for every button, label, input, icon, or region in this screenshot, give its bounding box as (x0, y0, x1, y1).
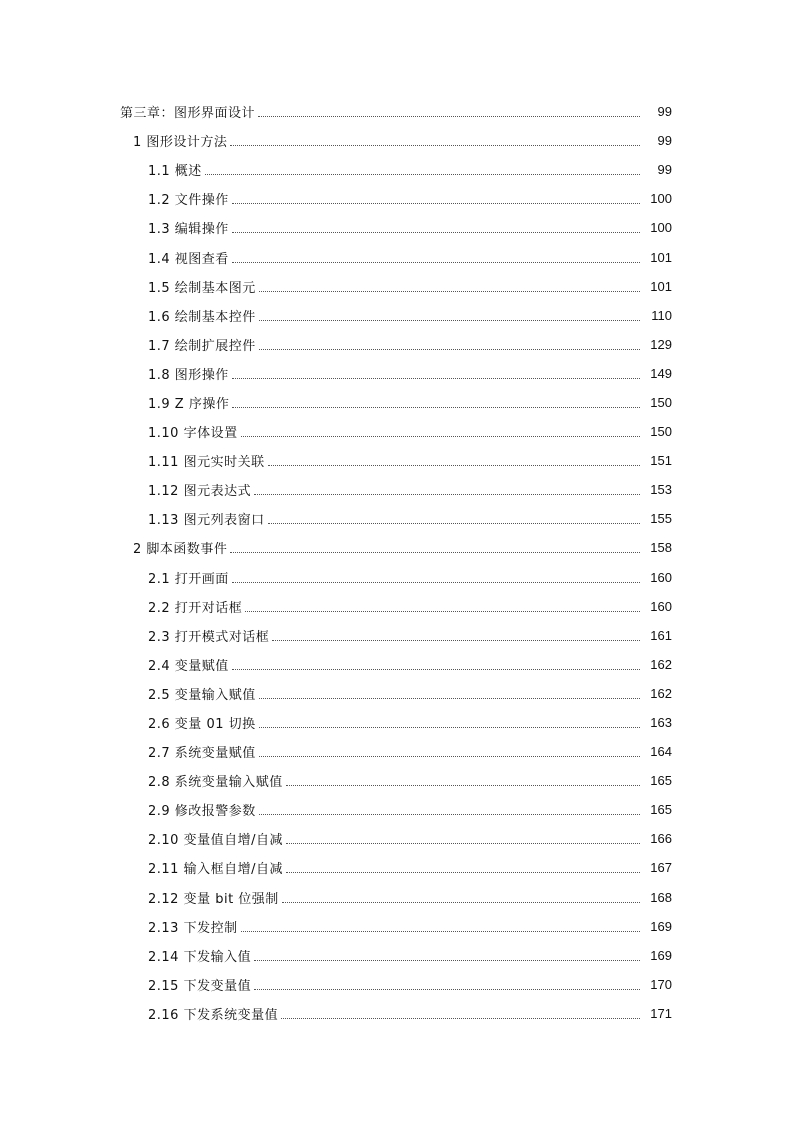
toc-entry-page-number: 165 (650, 802, 672, 818)
toc-entry-page-number: 162 (650, 656, 672, 672)
toc-entry[interactable] (0, 853, 793, 882)
dot-leader (268, 523, 640, 524)
toc-entry-title: 1.12 图元表达式 (148, 484, 252, 500)
toc-entry[interactable] (0, 650, 793, 679)
toc-entry-title: 1 图形设计方法 (133, 135, 228, 151)
toc-entry-page-number: 155 (650, 511, 672, 527)
toc-entry[interactable] (0, 504, 793, 533)
toc-entry-title: 2.12 变量 bit 位强制 (148, 891, 279, 907)
toc-entry-page-number: 101 (650, 249, 672, 265)
toc-entry-title: 2.8 系统变量输入赋值 (148, 775, 283, 791)
toc-entry-page-number: 150 (650, 424, 672, 440)
toc-entry-page-number: 149 (650, 365, 672, 381)
toc-entry-title: 1.11 图元实时关联 (148, 455, 265, 471)
toc-entry[interactable] (0, 912, 793, 941)
dot-leader (259, 320, 640, 321)
dot-leader (282, 902, 640, 903)
toc-entry-page-number: 165 (650, 773, 672, 789)
toc-entry[interactable] (0, 359, 793, 388)
toc-entry-title: 2.6 变量 01 切换 (148, 717, 256, 733)
toc-entry-page-number: 161 (650, 627, 672, 643)
toc-entry[interactable] (0, 533, 793, 562)
toc-entry-title: 1.2 文件操作 (148, 193, 229, 209)
toc-entry-page-number: 99 (657, 133, 672, 149)
toc-entry-title: 1.10 字体设置 (148, 426, 238, 442)
toc-entry[interactable] (0, 97, 793, 126)
toc-entry-title: 1.4 视图查看 (148, 251, 229, 267)
toc-entry-title: 2.16 下发系统变量值 (148, 1007, 279, 1023)
toc-entry[interactable] (0, 446, 793, 475)
toc-entry[interactable] (0, 301, 793, 330)
dot-leader (241, 436, 640, 437)
toc-entry-page-number: 168 (650, 889, 672, 905)
toc-entry-title: 2 脚本函数事件 (133, 542, 228, 558)
dot-leader (272, 640, 640, 641)
toc-entry[interactable] (0, 795, 793, 824)
toc-entry[interactable] (0, 766, 793, 795)
toc-entry[interactable] (0, 184, 793, 213)
dot-leader (258, 116, 640, 117)
dot-leader (286, 843, 640, 844)
toc-entry[interactable] (0, 272, 793, 301)
toc-entry-page-number: 163 (650, 715, 672, 731)
toc-entry-title: 2.2 打开对话框 (148, 600, 243, 616)
toc-entry[interactable] (0, 883, 793, 912)
toc-entry-page-number: 150 (650, 394, 672, 410)
dot-leader (245, 611, 640, 612)
toc-entry-title: 2.1 打开画面 (148, 571, 229, 587)
toc-entry-title: 2.3 打开模式对话框 (148, 629, 270, 645)
toc-entry[interactable] (0, 941, 793, 970)
dot-leader (286, 872, 640, 873)
dot-leader (230, 552, 640, 553)
dot-leader (259, 291, 640, 292)
toc-entry-page-number: 160 (650, 569, 672, 585)
toc-entry-page-number: 100 (650, 220, 672, 236)
dot-leader (268, 465, 640, 466)
toc-entry-page-number: 160 (650, 598, 672, 614)
toc-entry[interactable] (0, 970, 793, 999)
toc-entry-page-number: 169 (650, 947, 672, 963)
toc-entry-title: 2.10 变量值自增/自减 (148, 833, 283, 849)
dot-leader (232, 582, 640, 583)
dot-leader (230, 145, 640, 146)
toc-entry[interactable] (0, 592, 793, 621)
dot-leader (232, 232, 640, 233)
toc-entry-title: 2.5 变量输入赋值 (148, 687, 256, 703)
toc-entry-title: 1.13 图元列表窗口 (148, 513, 265, 529)
dot-leader (259, 349, 640, 350)
dot-leader (254, 989, 640, 990)
toc-entry-title: 2.7 系统变量赋值 (148, 746, 256, 762)
toc-entry-title: 1.8 图形操作 (148, 367, 229, 383)
dot-leader (259, 756, 640, 757)
toc-entry-page-number: 164 (650, 744, 672, 760)
toc-entry-title: 2.14 下发输入值 (148, 949, 252, 965)
table-of-contents (0, 97, 793, 1028)
toc-entry[interactable] (0, 708, 793, 737)
toc-entry-page-number: 158 (650, 540, 672, 556)
toc-entry-page-number: 101 (650, 278, 672, 294)
toc-entry[interactable] (0, 330, 793, 359)
dot-leader (232, 669, 640, 670)
toc-entry-title: 2.4 变量赋值 (148, 658, 229, 674)
dot-leader (254, 494, 640, 495)
dot-leader (286, 785, 640, 786)
dot-leader (232, 262, 640, 263)
toc-entry[interactable] (0, 621, 793, 650)
toc-entry-title: 1.9 Z 序操作 (148, 396, 230, 412)
dot-leader (281, 1018, 640, 1019)
toc-entry-title: 1.5 绘制基本图元 (148, 280, 256, 296)
toc-entry[interactable] (0, 824, 793, 853)
dot-leader (259, 814, 640, 815)
toc-entry-page-number: 167 (650, 860, 672, 876)
toc-entry-page-number: 171 (650, 1005, 672, 1021)
dot-leader (254, 960, 640, 961)
toc-entry-page-number: 129 (650, 336, 672, 352)
toc-entry[interactable] (0, 999, 793, 1028)
toc-entry-title: 1.6 绘制基本控件 (148, 309, 256, 325)
toc-entry-title: 第三章：图形界面设计 (120, 106, 256, 122)
toc-entry-page-number: 100 (650, 191, 672, 207)
toc-entry[interactable] (0, 563, 793, 592)
toc-entry[interactable] (0, 213, 793, 242)
toc-entry[interactable] (0, 417, 793, 446)
toc-entry-page-number: 170 (650, 976, 672, 992)
toc-entry-title: 2.15 下发变量值 (148, 978, 252, 994)
toc-entry-title: 2.9 修改报警参数 (148, 804, 256, 820)
toc-entry[interactable] (0, 388, 793, 417)
toc-entry-page-number: 99 (657, 162, 672, 178)
toc-entry-title: 1.7 绘制扩展控件 (148, 338, 256, 354)
toc-entry[interactable] (0, 737, 793, 766)
toc-entry-title: 1.1 概述 (148, 164, 202, 180)
toc-entry[interactable] (0, 475, 793, 504)
dot-leader (241, 931, 640, 932)
toc-entry-page-number: 151 (650, 453, 672, 469)
toc-entry-page-number: 162 (650, 685, 672, 701)
toc-entry-page-number: 169 (650, 918, 672, 934)
dot-leader (232, 407, 640, 408)
toc-entry[interactable] (0, 126, 793, 155)
toc-entry-page-number: 110 (651, 307, 672, 323)
dot-leader (259, 727, 640, 728)
dot-leader (259, 698, 640, 699)
toc-entry[interactable] (0, 679, 793, 708)
toc-entry-title: 1.3 编辑操作 (148, 222, 229, 238)
toc-entry-page-number: 166 (650, 831, 672, 847)
toc-entry[interactable] (0, 155, 793, 184)
dot-leader (205, 174, 640, 175)
toc-entry-title: 2.13 下发控制 (148, 920, 238, 936)
toc-entry[interactable] (0, 242, 793, 271)
toc-entry-title: 2.11 输入框自增/自减 (148, 862, 283, 878)
toc-entry-page-number: 99 (657, 104, 672, 120)
dot-leader (232, 203, 640, 204)
toc-entry-page-number: 153 (650, 482, 672, 498)
dot-leader (232, 378, 640, 379)
